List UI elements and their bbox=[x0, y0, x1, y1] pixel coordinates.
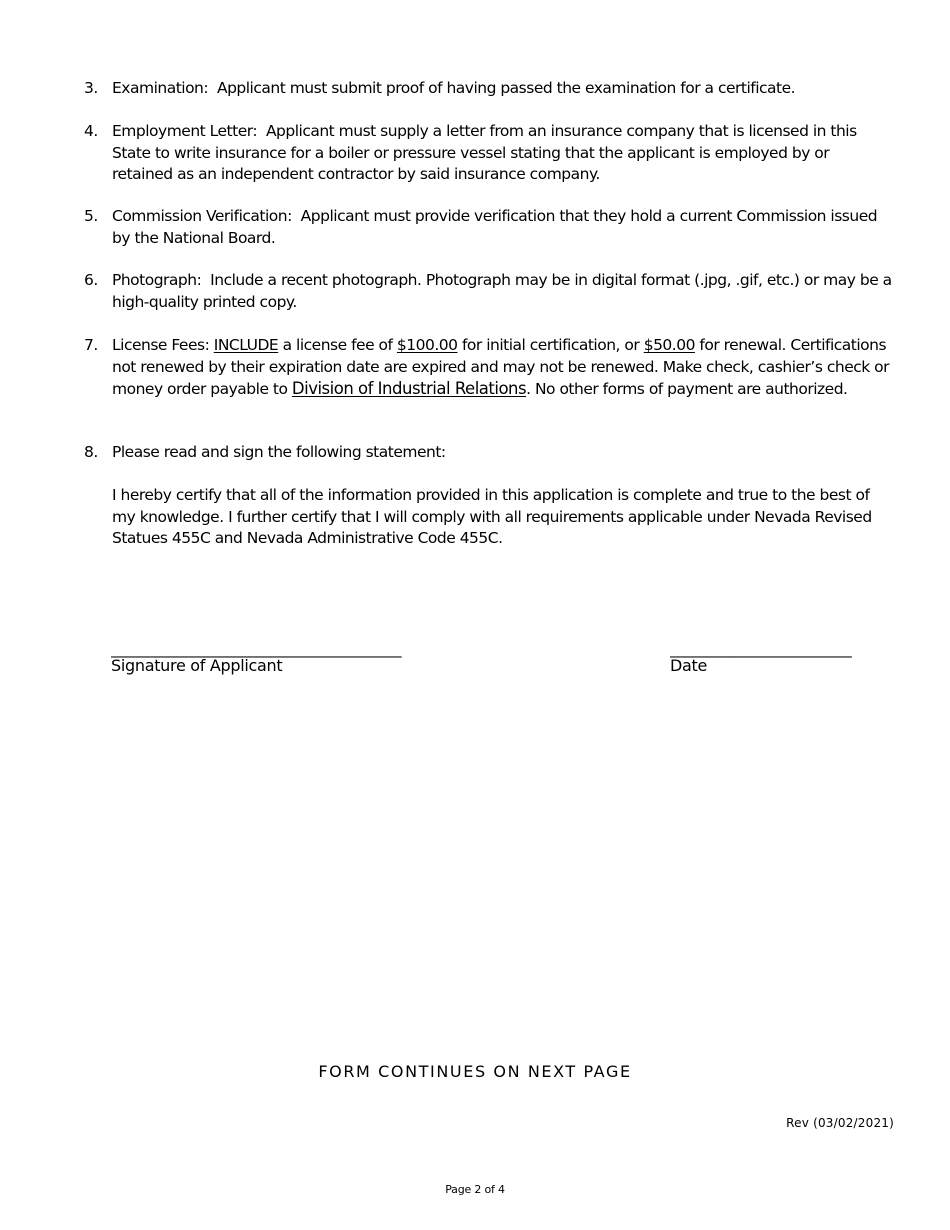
payee-name: Division of Industrial Relations bbox=[291, 379, 527, 398]
item-employment-letter bbox=[84, 121, 894, 186]
item-text: Include a recent photograph. Photograph may be in digital format (.jpg, .gif, etc.) or may be a high-quality printed copy. bbox=[112, 271, 892, 311]
item-number: 6. bbox=[84, 271, 98, 289]
item-text: Applicant must provide verification that they hold a current Commission issued by the National Board. bbox=[112, 207, 878, 247]
item-photograph bbox=[84, 270, 894, 313]
item-title: Photograph: bbox=[112, 271, 202, 289]
page-number: Page 2 of 4 bbox=[445, 1183, 505, 1196]
item-title: Employment Letter: bbox=[112, 122, 258, 140]
item-number: 5. bbox=[84, 207, 98, 225]
certification-statement: I hereby certify that all of the information provided in this application is complete and true to the best of my knowledge. I further certify that I will comply with all requirements applicable under Nevada Revised Statues 455C and Nevada Administrative Code 455C. bbox=[112, 486, 872, 547]
item-text: Applicant must supply a letter from an insurance company that is licensed in this State to write insurance for a boiler or pressure vessel stating that the applicant is employed by or retained as an independent contractor by said insurance company. bbox=[112, 122, 857, 183]
item-title: License Fees: bbox=[112, 336, 210, 354]
item-number: 7. bbox=[84, 336, 98, 354]
item-number: 8. bbox=[84, 443, 98, 461]
signature-line[interactable]: ________________________________________ bbox=[111, 640, 401, 658]
revision-date: Rev (03/02/2021) bbox=[786, 1116, 894, 1130]
item-examination bbox=[84, 78, 894, 100]
item-commission-verification bbox=[84, 206, 894, 249]
item-title: Examination: bbox=[112, 79, 209, 97]
item-text: for renewal. Certifications not renewed by their expiration date are expired and may not be renewed. Make check, cashier’s check or money order payable to bbox=[112, 336, 890, 398]
renewal-fee: $50.00 bbox=[643, 336, 695, 354]
signature-label: Signature of Applicant bbox=[111, 656, 283, 675]
item-number: 4. bbox=[84, 122, 98, 140]
initial-fee: $100.00 bbox=[396, 336, 458, 354]
include-emphasis: INCLUDE bbox=[213, 336, 279, 354]
date-line[interactable]: _________________________ bbox=[670, 640, 852, 658]
item-sign-statement bbox=[84, 442, 894, 464]
date-label: Date bbox=[670, 656, 708, 675]
item-text: Please read and sign the following statement: bbox=[112, 443, 446, 461]
item-text: a license fee of bbox=[282, 336, 393, 354]
item-number: 3. bbox=[84, 79, 98, 97]
item-license-fees bbox=[84, 335, 894, 401]
form-continues-notice: FORM CONTINUES ON NEXT PAGE bbox=[318, 1062, 632, 1081]
item-text: Applicant must submit proof of having passed the examination for a certificate. bbox=[216, 79, 796, 97]
item-title: Commission Verification: bbox=[112, 207, 292, 225]
item-text: . No other forms of payment are authorized. bbox=[526, 380, 848, 398]
item-text: for initial certification, or bbox=[461, 336, 640, 354]
